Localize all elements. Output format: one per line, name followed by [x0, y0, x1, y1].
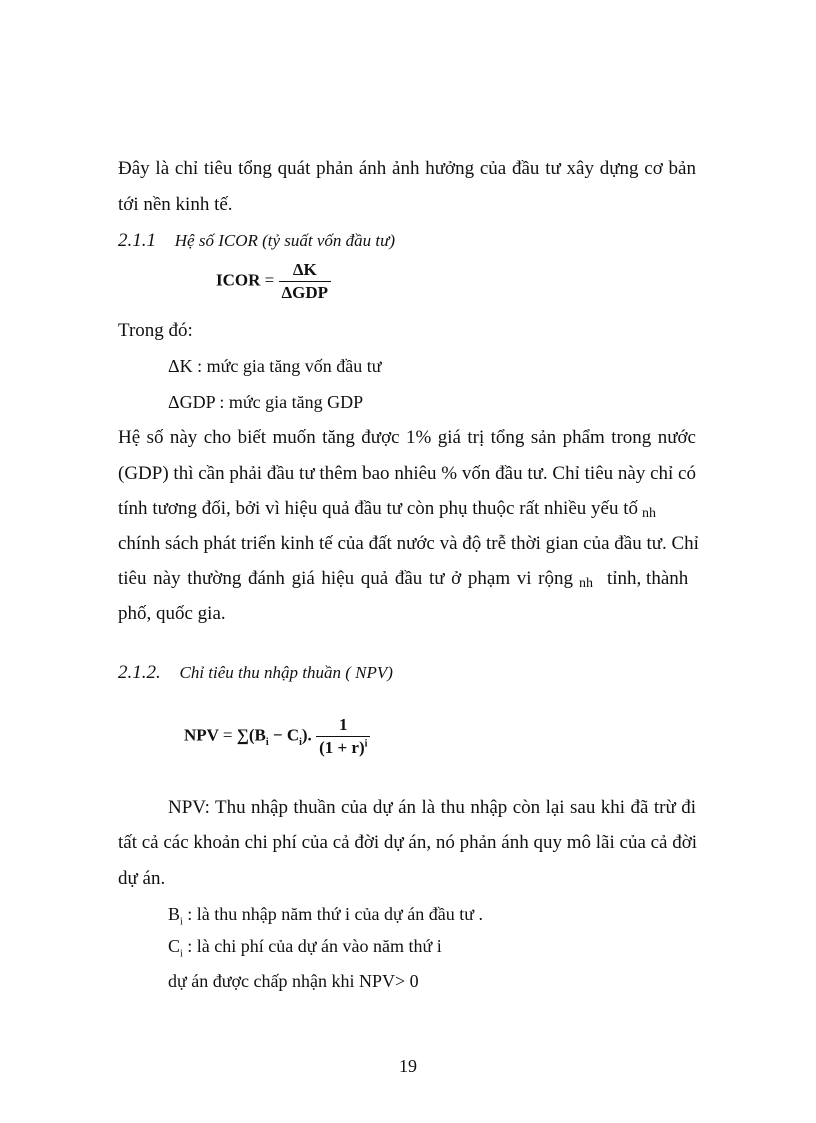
formula-sub-i: i [265, 736, 269, 748]
intro-line-2: tới nền kinh tế. [118, 194, 233, 215]
formula-sum: ∑(B [236, 725, 266, 745]
definition-b [168, 902, 483, 935]
icor-para-line-5-end: tỉnh, thành [607, 568, 689, 589]
formula-eq: = [222, 725, 233, 745]
icor-para-line-4: chính sách phát triển kinh tế của đất nước và độ trễ thời gian của đầu tư. Chỉ [118, 533, 699, 554]
npv-formula [184, 715, 370, 758]
definition-c-sub: i [180, 948, 183, 960]
formula-eq: = [264, 270, 275, 290]
formula-lhs: NPV [184, 725, 219, 745]
fraction-denominator: ΔGDP [281, 283, 329, 302]
icor-para-line-3-text: tính tương đối, bởi vì hiệu quả đầu tư còn phụ thuộc rất nhiều yếu tố [118, 498, 638, 519]
fraction-denominator-base: (1 + r) [319, 738, 365, 757]
fraction-numerator: 1 [316, 715, 370, 737]
definition-c-symbol: C [168, 936, 181, 956]
definition-c [168, 934, 442, 967]
icor-formula [216, 260, 331, 303]
icor-para-line-3 [118, 497, 656, 526]
icor-para-line-5 [118, 567, 688, 596]
fraction-denominator [316, 737, 370, 758]
definition-delta-gdp: ΔGDP : mức gia tăng GDP [168, 392, 364, 412]
section-heading-npv [118, 661, 393, 685]
section-heading-icor [118, 229, 395, 253]
icor-para-line-2: (GDP) thì cần phải đầu tư thêm bao nhiêu % vốn đầu tư. Chỉ tiêu này chỉ có [118, 463, 696, 484]
definition-b-sub: i [180, 916, 183, 928]
formula-fraction [316, 715, 370, 758]
formula-sub-i-2: i [299, 736, 302, 748]
intro-line-1: Đây là chỉ tiêu tổng quát phản ánh ảnh hưởng của đầu tư xây dựng cơ bản [118, 158, 696, 179]
icor-para-line-5-text: tiêu này thường đánh giá hiệu quả đầu tư ở phạm vi rộng [118, 568, 573, 589]
formula-close: ). [301, 725, 312, 745]
definition-c-text: : là chi phí của dự án vào năm thứ i [182, 936, 442, 956]
where-label: Trong đó: [118, 320, 193, 341]
section-number: 2.1.2. [118, 662, 161, 683]
formula-minus: − C [268, 725, 300, 745]
formula-lhs: ICOR [216, 270, 261, 290]
npv-para-line-2: tất cả các khoản chi phí của cả đời dự án, nó phản ánh quy mô lãi của cả đời [118, 832, 698, 853]
page-number: 19 [399, 1056, 417, 1076]
formula-sup-i: i [364, 738, 368, 750]
section-title: Hệ số ICOR (tỷ suất vốn đầu tư) [174, 231, 396, 250]
icor-para-line-5-small: nh [579, 576, 593, 591]
fraction-numerator: ΔK [279, 260, 332, 282]
definition-b-text: : là thu nhập năm thứ i của dự án đầu tư . [182, 904, 483, 924]
acceptance-criterion: dự án được chấp nhận khi NPV> 0 [168, 971, 419, 991]
icor-para-line-6: phố, quốc gia. [118, 603, 226, 624]
icor-para-line-3-tail: nh [642, 506, 656, 521]
section-title: Chỉ tiêu thu nhập thuần ( NPV) [179, 663, 393, 682]
definition-delta-k: ΔK : mức gia tăng vốn đầu tư [168, 356, 382, 376]
icor-para-line-1: Hệ số này cho biết muốn tăng được 1% giá trị tổng sản phẩm trong nước [118, 427, 696, 448]
npv-para-line-1: NPV: Thu nhập thuần của dự án là thu nhập còn lại sau khi đã trừ đi [168, 797, 696, 818]
definition-b-symbol: B [168, 904, 181, 924]
formula-fraction [279, 260, 332, 303]
npv-para-line-3: dự án. [118, 868, 166, 889]
section-number: 2.1.1 [118, 230, 156, 251]
